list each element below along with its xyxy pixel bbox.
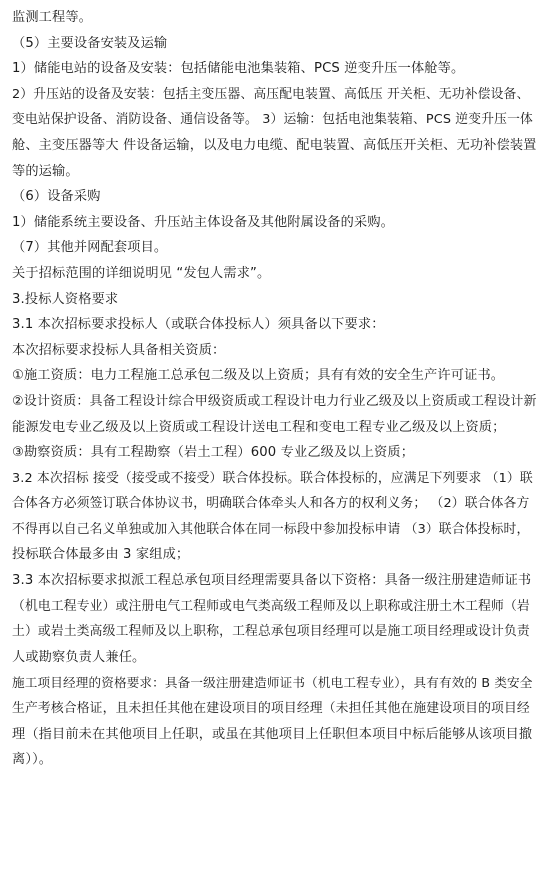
text-line: 施工项目经理的资格要求：具备一级注册建造师证书（机电工程专业），具有有效的 B 类安全 <box>12 675 533 691</box>
text-line: 能源发电专业乙级及以上资质或工程设计送电工程和变电工程专业乙级及以上资质； <box>12 419 506 435</box>
text-line: 3.3 本次招标要求拟派工程总承包项目经理需要具备以下资格：具备一级注册建造师证书 <box>12 573 532 589</box>
section-heading: （6）设备采购 <box>12 189 101 205</box>
text-line: 监测工程等。 <box>12 10 93 25</box>
text-line: 1）储能系统主要设备、升压站主体设备及其他附属设备的采购。 <box>12 214 394 230</box>
section-heading: （5）主要设备安装及运输 <box>12 35 168 51</box>
text-line: 不得再以自己名义单独或加入其他联合体在同一标段中参加投标申请 （3）联合体投标时， <box>12 521 530 537</box>
text-line: 1）储能电站的设备及安装：包括储能电池集装箱、PCS 逆变升压一体舱等。 <box>12 61 465 77</box>
text-line: 本次招标要求投标人具备相关资质： <box>12 342 226 358</box>
text-line: 舱、主变压器等大 件设备运输，以及电力电缆、配电装置、高低压开关柜、无功补偿装置 <box>12 137 537 153</box>
text-line: 土）或岩土类高级工程师及以上职称，工程总承包项目经理可以是施工项目经理或设计负责 <box>12 624 530 640</box>
text-line: 2）升压站的设备及安装：包括主变压器、高压配电装置、高低压 开关柜、无功补偿设备、 <box>12 86 530 102</box>
text-line: （7）其他并网配套项目。 <box>12 240 168 256</box>
section-heading: 3.投标人资格要求 <box>12 291 119 307</box>
text-line: 合体各方必须签订联合体协议书，明确联合体牵头人和各方的权利义务； （2）联合体各方 <box>12 496 530 512</box>
text-line: （机电工程专业）或注册电气工程师或电气类高级工程师及以上职称或注册土木工程师（岩 <box>12 598 530 614</box>
text-line: ②设计资质：具备工程设计综合甲级资质或工程设计电力行业乙级及以上资质或工程设计新 <box>12 393 537 409</box>
text-line: 理（指目前未在其他项目上任职，或虽在其他项目上任职但本项目中标后能够从该项目撤 <box>12 726 533 742</box>
text-line: 关于招标范围的详细说明见 “发包人需求”。 <box>12 265 271 281</box>
text-line: 3.2 本次招标 接受（接受或不接受）联合体投标。联合体投标的，应满足下列要求 （1）联 <box>12 470 533 486</box>
text-line: 等的运输。 <box>12 163 79 179</box>
text-line: ③勘察资质：具有工程勘察（岩土工程）600 专业乙级及以上资质； <box>12 445 415 461</box>
text-line: 3.1 本次招标要求投标人（或联合体投标人）须具备以下要求： <box>12 317 385 333</box>
text-line: 离））。 <box>12 752 53 768</box>
text-line: 生产考核合格证，且未担任其他在建设项目的项目经理（未担任其他在施建设项目的项目经 <box>12 701 530 717</box>
text-line: ①施工资质：电力工程施工总承包二级及以上资质；具有有效的安全生产许可证书。 <box>12 368 505 384</box>
text-line: 变电站保护设备、消防设备、通信设备等。 3）运输：包括电池集装箱、PCS 逆变升压一体 <box>12 112 533 128</box>
text-line: 投标联合体最多由 3 家组成； <box>12 547 190 563</box>
text-line: 人或勘察负责人兼任。 <box>12 649 146 665</box>
